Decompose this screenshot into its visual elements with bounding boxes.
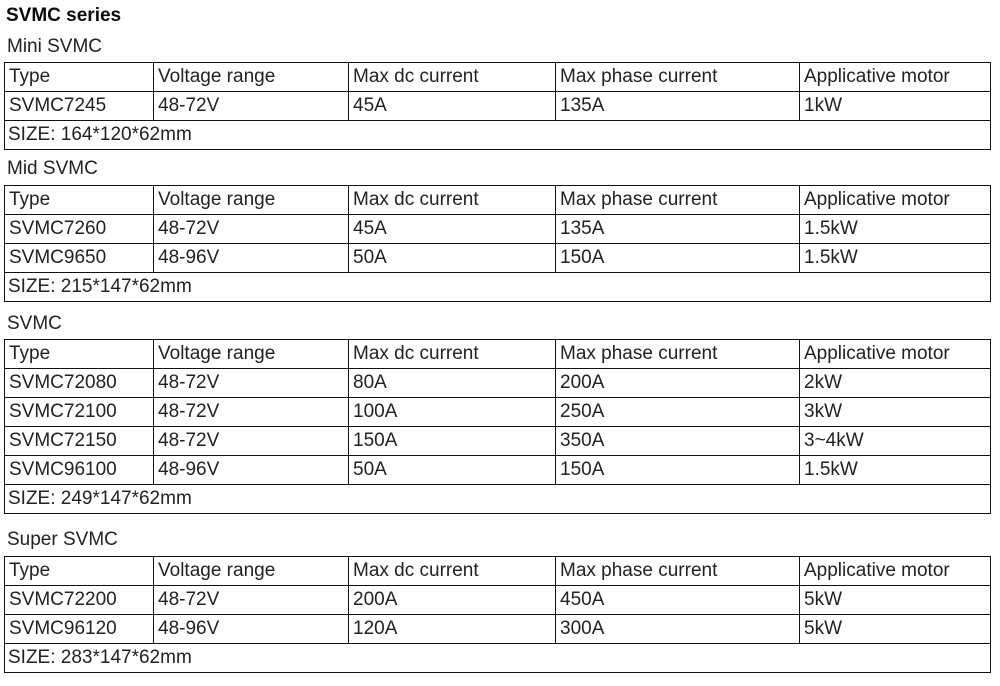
cell-voltage-range: 48-72V: [154, 586, 349, 615]
cell-type: SVMC72150: [5, 427, 154, 456]
cell-max-dc-current: 100A: [349, 398, 556, 427]
cell-type: SVMC96100: [5, 456, 154, 485]
cell-voltage-range: 48-96V: [154, 456, 349, 485]
header-cell-voltage-range: Voltage range: [154, 63, 349, 92]
header-cell-type: Type: [5, 557, 154, 586]
cell-applicative-motor: 1.5kW: [800, 244, 991, 273]
header-cell-voltage-range: Voltage range: [154, 186, 349, 215]
header-cell-voltage-range: Voltage range: [154, 557, 349, 586]
cell-voltage-range: 48-72V: [154, 369, 349, 398]
cell-max-phase-current: 300A: [556, 615, 800, 644]
cell-voltage-range: 48-96V: [154, 244, 349, 273]
cell-max-phase-current: 150A: [556, 456, 800, 485]
cell-max-phase-current: 135A: [556, 215, 800, 244]
cell-max-dc-current: 120A: [349, 615, 556, 644]
cell-applicative-motor: 3~4kW: [800, 427, 991, 456]
table-header-row: [5, 340, 991, 369]
cell-type: SVMC7260: [5, 215, 154, 244]
size-cell: SIZE: 215*147*62mm: [5, 273, 991, 302]
cell-max-phase-current: 350A: [556, 427, 800, 456]
table-row: [5, 427, 991, 456]
cell-type: SVMC72200: [5, 586, 154, 615]
section-title-mini-svmc: Mini SVMC: [7, 36, 103, 57]
cell-max-dc-current: 200A: [349, 586, 556, 615]
table-header-row: [5, 186, 991, 215]
header-cell-max-dc-current: Max dc current: [349, 186, 556, 215]
header-cell-applicative-motor: Applicative motor: [800, 340, 991, 369]
table-row: [5, 586, 991, 615]
header-cell-max-phase-current: Max phase current: [556, 557, 800, 586]
size-row: [5, 273, 991, 302]
spec-table-super-svmc: [4, 556, 991, 673]
cell-applicative-motor: 5kW: [800, 586, 991, 615]
table-row: [5, 456, 991, 485]
header-cell-applicative-motor: Applicative motor: [800, 63, 991, 92]
cell-max-dc-current: 45A: [349, 92, 556, 121]
size-cell: SIZE: 283*147*62mm: [5, 644, 991, 673]
cell-voltage-range: 48-72V: [154, 215, 349, 244]
table-header-row: [5, 557, 991, 586]
header-cell-type: Type: [5, 186, 154, 215]
table-row: [5, 215, 991, 244]
header-cell-max-phase-current: Max phase current: [556, 63, 800, 92]
section-title-mid-svmc: Mid SVMC: [7, 158, 98, 179]
cell-applicative-motor: 1.5kW: [800, 215, 991, 244]
cell-type: SVMC9650: [5, 244, 154, 273]
section-title-super-svmc: Super SVMC: [7, 529, 118, 550]
header-cell-max-dc-current: Max dc current: [349, 63, 556, 92]
header-cell-type: Type: [5, 63, 154, 92]
table-row: [5, 369, 991, 398]
cell-type: SVMC96120: [5, 615, 154, 644]
page-title: SVMC series: [6, 5, 122, 26]
cell-applicative-motor: 3kW: [800, 398, 991, 427]
size-row: [5, 485, 991, 514]
header-cell-max-phase-current: Max phase current: [556, 186, 800, 215]
cell-voltage-range: 48-96V: [154, 615, 349, 644]
cell-type: SVMC72080: [5, 369, 154, 398]
cell-applicative-motor: 1.5kW: [800, 456, 991, 485]
cell-type: SVMC72100: [5, 398, 154, 427]
cell-max-phase-current: 200A: [556, 369, 800, 398]
cell-max-phase-current: 250A: [556, 398, 800, 427]
cell-voltage-range: 48-72V: [154, 427, 349, 456]
header-cell-max-dc-current: Max dc current: [349, 557, 556, 586]
cell-max-dc-current: 80A: [349, 369, 556, 398]
cell-type: SVMC7245: [5, 92, 154, 121]
header-cell-applicative-motor: Applicative motor: [800, 186, 991, 215]
table-row: [5, 92, 991, 121]
size-cell: SIZE: 164*120*62mm: [5, 121, 991, 150]
size-row: [5, 644, 991, 673]
table-row: [5, 244, 991, 273]
header-cell-type: Type: [5, 340, 154, 369]
cell-max-phase-current: 150A: [556, 244, 800, 273]
table-row: [5, 615, 991, 644]
size-row: [5, 121, 991, 150]
table-header-row: [5, 63, 991, 92]
cell-applicative-motor: 5kW: [800, 615, 991, 644]
cell-applicative-motor: 1kW: [800, 92, 991, 121]
header-cell-applicative-motor: Applicative motor: [800, 557, 991, 586]
cell-max-dc-current: 150A: [349, 427, 556, 456]
cell-voltage-range: 48-72V: [154, 92, 349, 121]
size-cell: SIZE: 249*147*62mm: [5, 485, 991, 514]
header-cell-max-dc-current: Max dc current: [349, 340, 556, 369]
cell-max-dc-current: 45A: [349, 215, 556, 244]
table-row: [5, 398, 991, 427]
section-title-svmc: SVMC: [7, 313, 62, 334]
spec-table-svmc: [4, 339, 991, 514]
cell-voltage-range: 48-72V: [154, 398, 349, 427]
cell-max-phase-current: 135A: [556, 92, 800, 121]
spec-table-mini-svmc: [4, 62, 991, 150]
header-cell-voltage-range: Voltage range: [154, 340, 349, 369]
spec-table-mid-svmc: [4, 185, 991, 302]
cell-max-dc-current: 50A: [349, 244, 556, 273]
cell-max-phase-current: 450A: [556, 586, 800, 615]
header-cell-max-phase-current: Max phase current: [556, 340, 800, 369]
cell-max-dc-current: 50A: [349, 456, 556, 485]
cell-applicative-motor: 2kW: [800, 369, 991, 398]
